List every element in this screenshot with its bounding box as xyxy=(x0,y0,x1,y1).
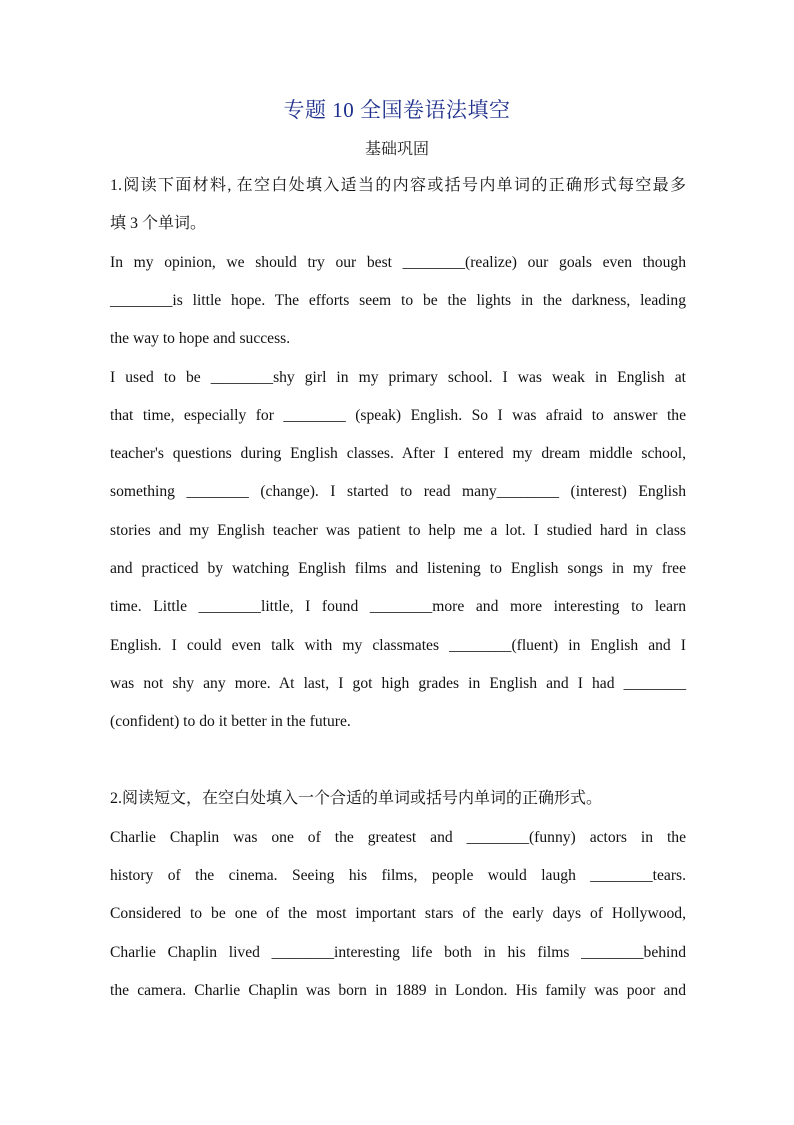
section1-text-line: and practiced by watching English films and listening to English songs in my free xyxy=(110,560,686,577)
section1-instruction-line: 填 3 个单词。 xyxy=(110,215,207,232)
section1-text-line: was not shy any more. At last, I got high grades in English and I had ________ xyxy=(110,675,686,692)
section1-text-line: (confident) to do it better in the future. xyxy=(110,713,351,730)
section1-text-line: time. Little ________little, I found ________more and more interesting to learn xyxy=(110,598,686,615)
section2-text-line: Charlie Chaplin lived ________interesting life both in his films ________behind xyxy=(110,944,686,961)
section1-text-line: something ________ (change). I started to read many________ (interest) English xyxy=(110,483,686,500)
section2-text-line: Charlie Chaplin was one of the greatest and ________(funny) actors in the xyxy=(110,829,686,846)
section2-text-line: Considered to be one of the most important stars of the early days of Hollywood, xyxy=(110,905,686,922)
section2-instruction: 2.阅读短文，在空白处填入一个合适的单词或括号内单词的正确形式。 xyxy=(110,790,603,807)
section1-instruction-line: 1.阅读下面材料, 在空白处填入适当的内容或括号内单词的正确形式每空最多 xyxy=(110,177,686,194)
page-title: 专题 10 全国卷语法填空 xyxy=(283,98,511,122)
section1-text-line: I used to be ________shy girl in my primary school. I was weak in English at xyxy=(110,369,686,386)
section2-text-line: history of the cinema. Seeing his films, people would laugh ________tears. xyxy=(110,867,686,884)
page-subtitle: 基础巩固 xyxy=(364,141,429,158)
section1-text-line: teacher's questions during English classes. After I entered my dream middle school, xyxy=(110,445,686,462)
section1-text-line: that time, especially for ________ (speak) English. So I was afraid to answer the xyxy=(110,407,686,424)
section1-text-line: ________is little hope. The efforts seem to be the lights in the darkness, leading xyxy=(110,292,686,309)
section1-text-line: stories and my English teacher was patient to help me a lot. I studied hard in class xyxy=(110,522,686,539)
section1-text-line: the way to hope and success. xyxy=(110,330,291,347)
section1-text-line: In my opinion, we should try our best ________(realize) our goals even though xyxy=(110,254,686,271)
section2-text-line: the camera. Charlie Chaplin was born in 1889 in London. His family was poor and xyxy=(110,982,686,999)
section1-text-line: English. I could even talk with my classmates ________(fluent) in English and I xyxy=(110,637,686,654)
